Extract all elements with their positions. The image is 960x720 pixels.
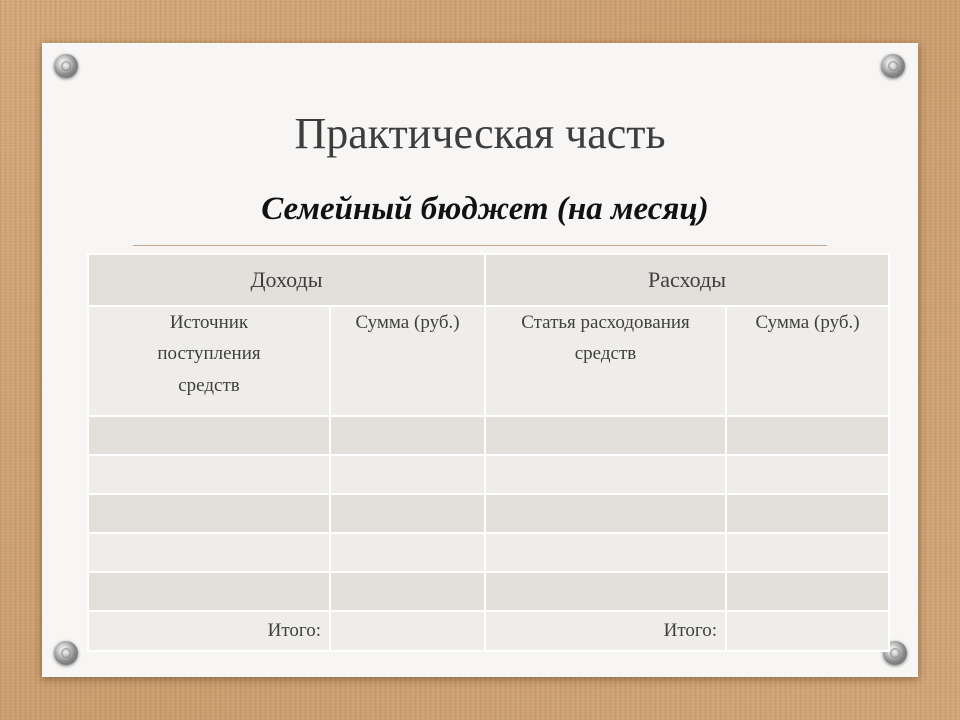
income-source-cell[interactable] [88,494,330,533]
table-header-row [88,254,889,306]
income-amount-header: Сумма (руб.) [330,306,485,416]
expense-item-cell[interactable] [485,455,726,494]
expense-amount-cell[interactable] [726,572,889,611]
table-row [88,572,889,611]
slide-subtitle: Семейный бюджет (на месяц) [261,191,709,227]
total-expense-label: Итого: [485,611,726,651]
income-amount-cell[interactable] [330,494,485,533]
pushpin-top-right-icon [881,54,905,78]
expense-header: Расходы [485,254,889,306]
income-source-cell[interactable] [88,533,330,572]
income-source-cell[interactable] [88,416,330,455]
budget-table [87,253,890,652]
title-divider [133,245,827,246]
expense-item-cell[interactable] [485,494,726,533]
total-income-label: Итого: [88,611,330,651]
expense-amount-cell[interactable] [726,455,889,494]
income-amount-cell[interactable] [330,455,485,494]
total-expense-value[interactable] [726,611,889,651]
pushpin-top-left-icon [54,54,78,78]
expense-amount-header: Сумма (руб.) [726,306,889,416]
pushpin-bottom-left-icon [54,641,78,665]
total-row [88,611,889,651]
expense-item-cell[interactable] [485,533,726,572]
income-amount-cell[interactable] [330,416,485,455]
income-source-cell[interactable] [88,572,330,611]
table-row [88,416,889,455]
column-header-row [88,306,889,416]
slide-title: Практическая часть [294,109,666,158]
expense-item-cell[interactable] [485,416,726,455]
expense-item-header: Статья расходования средств [485,306,726,416]
expense-item-cell[interactable] [485,572,726,611]
total-income-value[interactable] [330,611,485,651]
income-amount-cell[interactable] [330,572,485,611]
table-row [88,533,889,572]
expense-amount-cell[interactable] [726,416,889,455]
income-header: Доходы [88,254,485,306]
table-row [88,494,889,533]
table-row [88,455,889,494]
expense-amount-cell[interactable] [726,533,889,572]
income-source-cell[interactable] [88,455,330,494]
expense-amount-cell[interactable] [726,494,889,533]
income-amount-cell[interactable] [330,533,485,572]
income-source-header: Источник поступления средств [88,306,330,416]
